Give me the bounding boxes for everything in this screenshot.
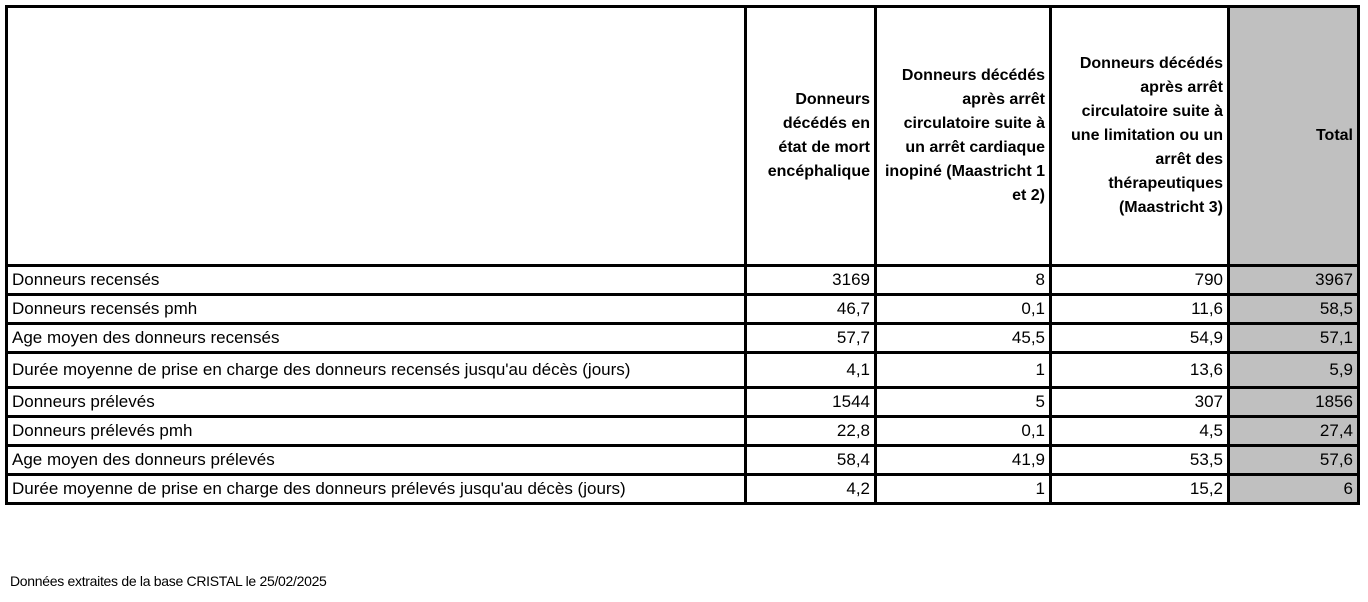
cell-maastricht-3: 4,5 [1051, 417, 1229, 446]
table-row [7, 324, 1359, 353]
cell-maastricht-1-2: 0,1 [876, 295, 1051, 324]
cell-maastricht-3: 53,5 [1051, 446, 1229, 475]
row-label: Donneurs recensés [7, 266, 746, 295]
table-row [7, 388, 1359, 417]
cell-maastricht-1-2: 45,5 [876, 324, 1051, 353]
cell-maastricht-3: 790 [1051, 266, 1229, 295]
table-row [7, 475, 1359, 504]
table-row [7, 446, 1359, 475]
row-label: Age moyen des donneurs prélevés [7, 446, 746, 475]
table-row [7, 417, 1359, 446]
row-label: Donneurs prélevés pmh [7, 417, 746, 446]
cell-brain-death: 4,2 [746, 475, 876, 504]
cell-maastricht-1-2: 1 [876, 353, 1051, 388]
table-row [7, 353, 1359, 388]
header-row [7, 7, 1359, 266]
cell-maastricht-1-2: 0,1 [876, 417, 1051, 446]
donor-statistics-table [5, 5, 1360, 505]
table-row [7, 266, 1359, 295]
header-maastricht-1-2: Donneurs décédés après arrêt circulatoire suite à un arrêt cardiaque inopiné (Maastricht 1 et 2) [876, 7, 1051, 266]
cell-brain-death: 57,7 [746, 324, 876, 353]
row-label: Donneurs recensés pmh [7, 295, 746, 324]
cell-total: 57,1 [1229, 324, 1359, 353]
cell-total: 3967 [1229, 266, 1359, 295]
row-label: Donneurs prélevés [7, 388, 746, 417]
header-blank-cell [7, 7, 746, 266]
source-footnote: Données extraites de la base CRISTAL le 25/02/2025 [10, 573, 327, 589]
cell-total: 5,9 [1229, 353, 1359, 388]
row-label: Age moyen des donneurs recensés [7, 324, 746, 353]
table-row [7, 295, 1359, 324]
cell-total: 27,4 [1229, 417, 1359, 446]
cell-maastricht-1-2: 41,9 [876, 446, 1051, 475]
cell-brain-death: 58,4 [746, 446, 876, 475]
cell-brain-death: 22,8 [746, 417, 876, 446]
cell-total: 57,6 [1229, 446, 1359, 475]
cell-brain-death: 1544 [746, 388, 876, 417]
cell-maastricht-3: 54,9 [1051, 324, 1229, 353]
cell-brain-death: 3169 [746, 266, 876, 295]
header-total: Total [1229, 7, 1359, 266]
cell-maastricht-1-2: 8 [876, 266, 1051, 295]
row-label: Durée moyenne de prise en charge des donneurs recensés jusqu'au décès (jours) [7, 353, 746, 388]
cell-brain-death: 4,1 [746, 353, 876, 388]
header-brain-death: Donneurs décédés en état de mort encéphalique [746, 7, 876, 266]
cell-maastricht-1-2: 1 [876, 475, 1051, 504]
cell-maastricht-3: 13,6 [1051, 353, 1229, 388]
cell-maastricht-3: 307 [1051, 388, 1229, 417]
cell-brain-death: 46,7 [746, 295, 876, 324]
cell-total: 1856 [1229, 388, 1359, 417]
cell-total: 6 [1229, 475, 1359, 504]
header-maastricht-3: Donneurs décédés après arrêt circulatoire suite à une limitation ou un arrêt des thérapeutiques (Maastricht 3) [1051, 7, 1229, 266]
cell-maastricht-3: 11,6 [1051, 295, 1229, 324]
cell-maastricht-1-2: 5 [876, 388, 1051, 417]
cell-maastricht-3: 15,2 [1051, 475, 1229, 504]
row-label: Durée moyenne de prise en charge des donneurs prélevés jusqu'au décès (jours) [7, 475, 746, 504]
cell-total: 58,5 [1229, 295, 1359, 324]
